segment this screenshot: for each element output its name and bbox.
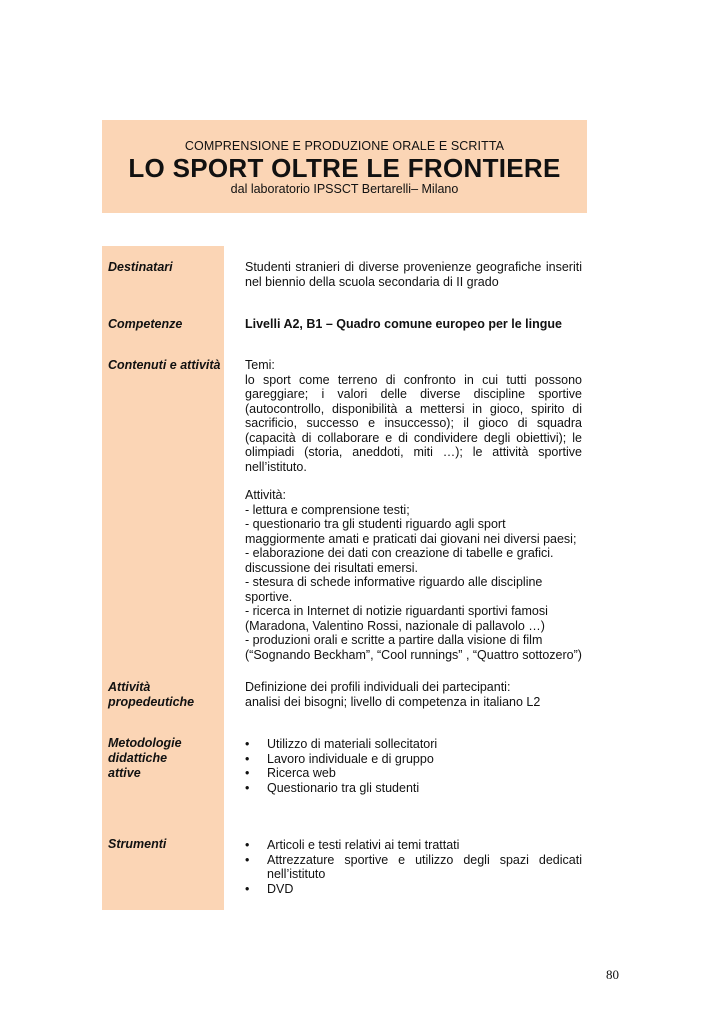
attivita-line: - lettura e comprensione testi; <box>245 502 410 517</box>
banner-subtitle: COMPRENSIONE E PRODUZIONE ORALE E SCRITTA <box>184 139 505 153</box>
propedeutiche-line: Definizione dei profili individuali dei partecipanti: <box>245 680 511 694</box>
label-contenuti: Contenuti e attività <box>108 358 221 372</box>
bullet-icon: • <box>245 751 250 766</box>
label-line: Metodologie <box>108 736 182 750</box>
label-line: attive <box>108 766 141 780</box>
banner-lab: dal laboratorio IPSSCT Bertarelli– Milano <box>230 182 459 196</box>
label-destinatari: Destinatari <box>108 260 173 274</box>
bullet-icon: • <box>245 780 250 795</box>
label-line: propedeutiche <box>108 695 195 709</box>
metodologie-list <box>245 737 582 795</box>
title-banner <box>102 120 587 213</box>
list-item <box>245 882 582 897</box>
strumenti-list <box>245 838 582 896</box>
list-item <box>245 781 582 796</box>
temi-heading: Temi: <box>245 358 275 372</box>
list-item-text: Attrezzature sportive e utilizzo degli spazi dedicati nell’istituto <box>267 852 582 881</box>
contenuti-block <box>245 358 582 662</box>
attivita-heading: Attività: <box>245 488 286 502</box>
banner-title: LO SPORT OLTRE LE FRONTIERE <box>128 153 561 183</box>
bullet-icon: • <box>245 852 250 867</box>
list-item-text: Articoli e testi relativi ai temi trattati <box>267 838 460 852</box>
bullet-icon: • <box>245 881 250 896</box>
label-competenze: Competenze <box>108 317 183 331</box>
label-strumenti: Strumenti <box>108 837 167 851</box>
attivita-line: - stesura di schede informative riguardo alle discipline sportive. <box>245 575 543 604</box>
bullet-icon: • <box>245 838 250 852</box>
bullet-icon: • <box>245 737 250 751</box>
list-item <box>245 766 582 781</box>
propedeutiche-line: analisi dei bisogni; livello di competenza in italiano L2 <box>245 694 541 709</box>
attivita-line: - ricerca in Internet di notizie riguardanti sportivi famosi (Maradona, Valentino Rossi, nazionale di pallavolo …) <box>245 604 548 633</box>
label-line: didattiche <box>108 751 168 765</box>
attivita-line: - produzioni orali e scritte a partire dalla visione di film (“Sognando Beckham”, “Cool runnings” , “Quattro sottozero”) <box>245 633 582 662</box>
list-item <box>245 853 582 882</box>
attivita-line: discussione dei risultati emersi. <box>245 560 418 575</box>
list-item-text: Lavoro individuale e di gruppo <box>267 751 434 766</box>
list-item <box>245 838 582 853</box>
propedeutiche-text <box>245 680 582 709</box>
list-item <box>245 737 582 752</box>
list-item-text: Utilizzo di materiali sollecitatori <box>267 737 438 751</box>
label-column <box>102 246 224 910</box>
label-line: Attività <box>108 680 151 694</box>
page-number: 80 <box>606 967 619 982</box>
list-item-text: DVD <box>267 881 294 896</box>
destinatari-text: Studenti stranieri di diverse provenienze geografiche inseriti nel biennio della scuola secondaria di II grado <box>245 260 582 289</box>
list-item-text: Questionario tra gli studenti <box>267 780 420 795</box>
label-metodologie <box>108 736 182 781</box>
attivita-line: - elaborazione dei dati con creazione di tabelle e grafici. <box>245 546 554 560</box>
label-propedeutiche <box>108 680 194 710</box>
list-item <box>245 752 582 767</box>
competenze-text: Livelli A2, B1 – Quadro comune europeo per le lingue <box>245 317 562 331</box>
attivita-line: - questionario tra gli studenti riguardo agli sport maggiormente amati e praticati dai giovani nei diversi paesi; <box>245 517 577 546</box>
bullet-icon: • <box>245 766 250 780</box>
temi-text: lo sport come terreno di confronto in cui tutti possono gareggiare; i valori delle diverse discipline sportive (autocontrollo, disponibilità a mettersi in gioco, spirito di sacrificio, successo e insuccesso); il gioco di squadra (capacità di collaborare e di condividere degli obiettivi); le olimpiadi (storia, aneddoti, miti …); le attività sportive nell’istituto. <box>245 372 582 474</box>
list-item-text: Ricerca web <box>267 766 336 780</box>
